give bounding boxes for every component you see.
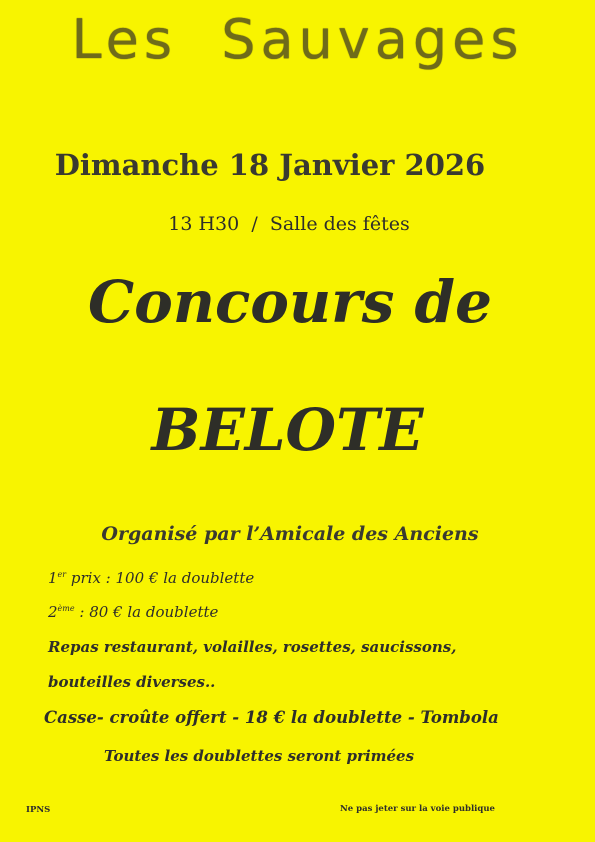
title-line-1: Concours de — [87, 268, 493, 336]
first-prize — [48, 569, 254, 587]
event-date: Dimanche 18 Janvier 2026 — [54, 148, 486, 182]
first-prize-text: prix : 100 € la doublette — [66, 569, 255, 587]
first-prize-number: 1 — [48, 569, 58, 587]
first-prize-ordinal: er — [57, 570, 67, 579]
meals-line-1: Repas restaurant, volailles, rosettes, saucissons, — [48, 638, 457, 656]
all-teams-rewarded: Toutes les doublettes seront primées — [104, 747, 415, 765]
footer-notice: Ne pas jeter sur la voie publique — [340, 804, 495, 814]
second-prize-text: : 80 € la doublette — [74, 603, 219, 621]
event-venue: Salle des fêtes — [269, 213, 410, 235]
time-and-venue — [0, 213, 578, 235]
organizer: Organisé par l’Amicale des Anciens — [101, 523, 479, 545]
event-time: 13 H30 — [168, 213, 240, 235]
footer-ipns: IPNS — [26, 805, 51, 815]
village-name: Les Sauvages — [71, 8, 524, 71]
snack-and-tombola: Casse- croûte offert - 18 € la doublette - Tombola — [44, 708, 499, 727]
second-prize-number: 2 — [48, 603, 58, 621]
separator: / — [251, 213, 258, 235]
title-line-2: BELOTE — [151, 396, 424, 464]
second-prize — [48, 603, 218, 621]
meals-line-2: bouteilles diverses.. — [48, 673, 216, 691]
second-prize-ordinal: ème — [57, 604, 75, 613]
